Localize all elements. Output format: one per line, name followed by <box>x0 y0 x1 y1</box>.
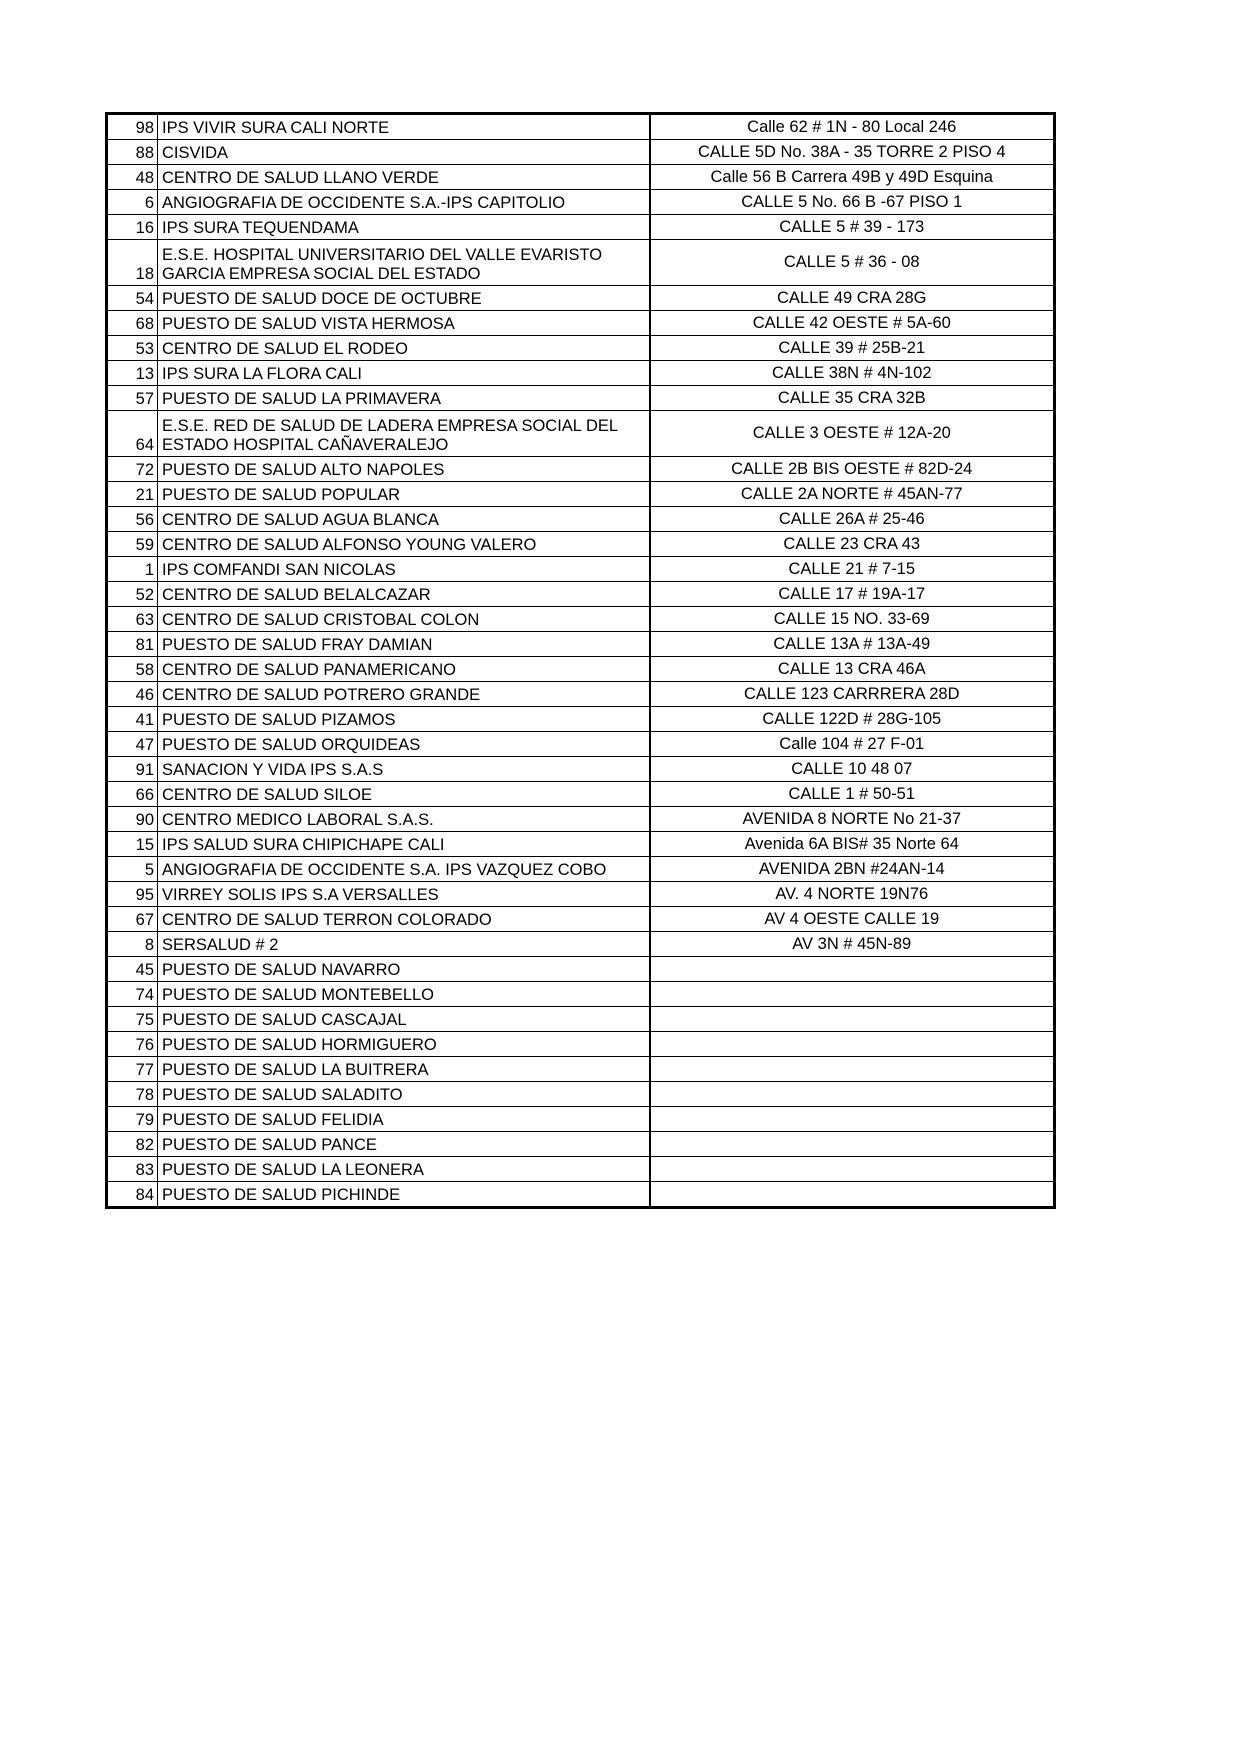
facility-name-cell: ANGIOGRAFIA DE OCCIDENTE S.A.-IPS CAPITOLIO <box>158 190 650 215</box>
table-row <box>107 832 1055 857</box>
facility-name-cell: IPS SURA LA FLORA CALI <box>158 361 650 386</box>
address-cell: Calle 56 B Carrera 49B y 49D Esquina <box>650 165 1055 190</box>
table-row <box>107 482 1055 507</box>
row-number-cell: 6 <box>107 190 158 215</box>
table-row <box>107 1082 1055 1107</box>
address-cell: AV. 4 NORTE 19N76 <box>650 882 1055 907</box>
table-row <box>107 1032 1055 1057</box>
address-cell: CALLE 13 CRA 46A <box>650 657 1055 682</box>
table-row <box>107 907 1055 932</box>
table-row <box>107 882 1055 907</box>
row-number-cell: 56 <box>107 507 158 532</box>
address-cell: AV 4 OESTE CALLE 19 <box>650 907 1055 932</box>
row-number-cell: 72 <box>107 457 158 482</box>
address-cell: CALLE 21 # 7-15 <box>650 557 1055 582</box>
facility-name-cell: CENTRO DE SALUD EL RODEO <box>158 336 650 361</box>
address-cell: CALLE 26A # 25-46 <box>650 507 1055 532</box>
facility-name-cell: PUESTO DE SALUD LA LEONERA <box>158 1157 650 1182</box>
address-cell: AVENIDA 2BN #24AN-14 <box>650 857 1055 882</box>
row-number-cell: 5 <box>107 857 158 882</box>
table-row <box>107 807 1055 832</box>
table-row <box>107 657 1055 682</box>
row-number-cell: 18 <box>107 240 158 286</box>
address-cell: AV 3N # 45N-89 <box>650 932 1055 957</box>
facility-name-cell: CENTRO DE SALUD PANAMERICANO <box>158 657 650 682</box>
address-cell <box>650 1157 1055 1182</box>
row-number-cell: 13 <box>107 361 158 386</box>
address-cell: CALLE 2B BIS OESTE # 82D-24 <box>650 457 1055 482</box>
address-cell: CALLE 122D # 28G-105 <box>650 707 1055 732</box>
row-number-cell: 63 <box>107 607 158 632</box>
facility-name-cell: CENTRO DE SALUD AGUA BLANCA <box>158 507 650 532</box>
table-row <box>107 857 1055 882</box>
address-cell <box>650 957 1055 982</box>
table-row <box>107 707 1055 732</box>
row-number-cell: 52 <box>107 582 158 607</box>
facility-name-cell: CENTRO DE SALUD TERRON COLORADO <box>158 907 650 932</box>
address-cell: CALLE 2A NORTE # 45AN-77 <box>650 482 1055 507</box>
address-cell: CALLE 35 CRA 32B <box>650 386 1055 411</box>
row-number-cell: 45 <box>107 957 158 982</box>
row-number-cell: 48 <box>107 165 158 190</box>
address-cell: CALLE 123 CARRRERA 28D <box>650 682 1055 707</box>
address-cell <box>650 1182 1055 1208</box>
facility-name-cell: PUESTO DE SALUD LA PRIMAVERA <box>158 386 650 411</box>
facility-name-cell: PUESTO DE SALUD NAVARRO <box>158 957 650 982</box>
table-row <box>107 411 1055 457</box>
facility-name-cell: CENTRO DE SALUD CRISTOBAL COLON <box>158 607 650 632</box>
table-row <box>107 1007 1055 1032</box>
table-row <box>107 286 1055 311</box>
address-cell: CALLE 5 No. 66 B -67 PISO 1 <box>650 190 1055 215</box>
row-number-cell: 81 <box>107 632 158 657</box>
facility-name-cell: PUESTO DE SALUD PICHINDE <box>158 1182 650 1208</box>
facility-name-cell: IPS SURA TEQUENDAMA <box>158 215 650 240</box>
address-cell <box>650 1032 1055 1057</box>
row-number-cell: 58 <box>107 657 158 682</box>
table-row <box>107 607 1055 632</box>
facility-name-cell: PUESTO DE SALUD FRAY DAMIAN <box>158 632 650 657</box>
row-number-cell: 1 <box>107 557 158 582</box>
table-row <box>107 557 1055 582</box>
facility-name-cell: PUESTO DE SALUD FELIDIA <box>158 1107 650 1132</box>
table-row <box>107 1057 1055 1082</box>
row-number-cell: 59 <box>107 532 158 557</box>
table-row <box>107 682 1055 707</box>
table-row <box>107 311 1055 336</box>
facility-name-cell: PUESTO DE SALUD HORMIGUERO <box>158 1032 650 1057</box>
table-row <box>107 240 1055 286</box>
facility-name-cell: CENTRO DE SALUD POTRERO GRANDE <box>158 682 650 707</box>
facility-name-cell: PUESTO DE SALUD VISTA HERMOSA <box>158 311 650 336</box>
address-cell: CALLE 49 CRA 28G <box>650 286 1055 311</box>
address-cell: CALLE 5 # 39 - 173 <box>650 215 1055 240</box>
address-cell <box>650 1082 1055 1107</box>
row-number-cell: 8 <box>107 932 158 957</box>
row-number-cell: 84 <box>107 1182 158 1208</box>
row-number-cell: 76 <box>107 1032 158 1057</box>
table-row <box>107 582 1055 607</box>
row-number-cell: 83 <box>107 1157 158 1182</box>
row-number-cell: 15 <box>107 832 158 857</box>
table-row <box>107 1182 1055 1208</box>
table-row <box>107 190 1055 215</box>
address-cell <box>650 1057 1055 1082</box>
table-row <box>107 140 1055 165</box>
address-cell: AVENIDA 8 NORTE No 21-37 <box>650 807 1055 832</box>
row-number-cell: 16 <box>107 215 158 240</box>
facility-name-cell: CENTRO MEDICO LABORAL S.A.S. <box>158 807 650 832</box>
address-cell <box>650 1007 1055 1032</box>
facility-name-cell: PUESTO DE SALUD PIZAMOS <box>158 707 650 732</box>
facility-name-cell: CENTRO DE SALUD LLANO VERDE <box>158 165 650 190</box>
facility-name-cell: PUESTO DE SALUD ALTO NAPOLES <box>158 457 650 482</box>
facility-name-cell: CENTRO DE SALUD BELALCAZAR <box>158 582 650 607</box>
address-cell: Avenida 6A BIS# 35 Norte 64 <box>650 832 1055 857</box>
table-row <box>107 165 1055 190</box>
facility-name-cell: SERSALUD # 2 <box>158 932 650 957</box>
facility-name-cell: E.S.E. RED DE SALUD DE LADERA EMPRESA SOCIAL DEL ESTADO HOSPITAL CAÑAVERALEJO <box>158 411 650 457</box>
row-number-cell: 64 <box>107 411 158 457</box>
row-number-cell: 77 <box>107 1057 158 1082</box>
row-number-cell: 57 <box>107 386 158 411</box>
facility-name-cell: E.S.E. HOSPITAL UNIVERSITARIO DEL VALLE EVARISTO GARCIA EMPRESA SOCIAL DEL ESTADO <box>158 240 650 286</box>
row-number-cell: 21 <box>107 482 158 507</box>
table-row <box>107 732 1055 757</box>
table-row <box>107 757 1055 782</box>
facility-name-cell: PUESTO DE SALUD LA BUITRERA <box>158 1057 650 1082</box>
table-row <box>107 1157 1055 1182</box>
row-number-cell: 66 <box>107 782 158 807</box>
row-number-cell: 41 <box>107 707 158 732</box>
address-cell: Calle 104 # 27 F-01 <box>650 732 1055 757</box>
facility-name-cell: PUESTO DE SALUD ORQUIDEAS <box>158 732 650 757</box>
facility-name-cell: IPS SALUD SURA CHIPICHAPE CALI <box>158 832 650 857</box>
facility-name-cell: CENTRO DE SALUD SILOE <box>158 782 650 807</box>
address-cell <box>650 1107 1055 1132</box>
address-cell: CALLE 5 # 36 - 08 <box>650 240 1055 286</box>
facility-name-cell: CENTRO DE SALUD ALFONSO YOUNG VALERO <box>158 532 650 557</box>
facility-name-cell: PUESTO DE SALUD CASCAJAL <box>158 1007 650 1032</box>
address-cell: Calle 62 # 1N - 80 Local 246 <box>650 114 1055 140</box>
row-number-cell: 75 <box>107 1007 158 1032</box>
table-body <box>107 114 1055 1208</box>
address-cell <box>650 982 1055 1007</box>
row-number-cell: 47 <box>107 732 158 757</box>
table-row <box>107 957 1055 982</box>
row-number-cell: 53 <box>107 336 158 361</box>
table-row <box>107 532 1055 557</box>
table-row <box>107 632 1055 657</box>
row-number-cell: 88 <box>107 140 158 165</box>
facility-name-cell: IPS VIVIR SURA CALI NORTE <box>158 114 650 140</box>
address-cell <box>650 1132 1055 1157</box>
table-row <box>107 114 1055 140</box>
address-cell: CALLE 15 NO. 33-69 <box>650 607 1055 632</box>
row-number-cell: 95 <box>107 882 158 907</box>
row-number-cell: 82 <box>107 1132 158 1157</box>
row-number-cell: 54 <box>107 286 158 311</box>
table-row <box>107 457 1055 482</box>
address-cell: CALLE 5D No. 38A - 35 TORRE 2 PISO 4 <box>650 140 1055 165</box>
row-number-cell: 79 <box>107 1107 158 1132</box>
facility-name-cell: PUESTO DE SALUD DOCE DE OCTUBRE <box>158 286 650 311</box>
table-row <box>107 982 1055 1007</box>
address-cell: CALLE 17 # 19A-17 <box>650 582 1055 607</box>
address-cell: CALLE 39 # 25B-21 <box>650 336 1055 361</box>
address-cell: CALLE 42 OESTE # 5A-60 <box>650 311 1055 336</box>
row-number-cell: 68 <box>107 311 158 336</box>
row-number-cell: 91 <box>107 757 158 782</box>
row-number-cell: 78 <box>107 1082 158 1107</box>
table-row <box>107 782 1055 807</box>
address-cell: CALLE 1 # 50-51 <box>650 782 1055 807</box>
row-number-cell: 90 <box>107 807 158 832</box>
facility-name-cell: CISVIDA <box>158 140 650 165</box>
table-row <box>107 932 1055 957</box>
table-row <box>107 386 1055 411</box>
facility-name-cell: ANGIOGRAFIA DE OCCIDENTE S.A. IPS VAZQUEZ COBO <box>158 857 650 882</box>
facility-name-cell: PUESTO DE SALUD SALADITO <box>158 1082 650 1107</box>
table-row <box>107 1107 1055 1132</box>
table-row <box>107 336 1055 361</box>
table-row <box>107 1132 1055 1157</box>
facility-name-cell: SANACION Y VIDA IPS S.A.S <box>158 757 650 782</box>
address-cell: CALLE 3 OESTE # 12A-20 <box>650 411 1055 457</box>
health-centers-table <box>105 112 1056 1209</box>
address-cell: CALLE 13A # 13A-49 <box>650 632 1055 657</box>
row-number-cell: 46 <box>107 682 158 707</box>
address-cell: CALLE 10 48 07 <box>650 757 1055 782</box>
facility-name-cell: VIRREY SOLIS IPS S.A VERSALLES <box>158 882 650 907</box>
row-number-cell: 74 <box>107 982 158 1007</box>
table-row <box>107 215 1055 240</box>
address-cell: CALLE 23 CRA 43 <box>650 532 1055 557</box>
table-row <box>107 507 1055 532</box>
facility-name-cell: PUESTO DE SALUD PANCE <box>158 1132 650 1157</box>
facility-name-cell: PUESTO DE SALUD POPULAR <box>158 482 650 507</box>
address-cell: CALLE 38N # 4N-102 <box>650 361 1055 386</box>
row-number-cell: 98 <box>107 114 158 140</box>
facility-name-cell: PUESTO DE SALUD MONTEBELLO <box>158 982 650 1007</box>
row-number-cell: 67 <box>107 907 158 932</box>
facility-name-cell: IPS COMFANDI SAN NICOLAS <box>158 557 650 582</box>
table-row <box>107 361 1055 386</box>
